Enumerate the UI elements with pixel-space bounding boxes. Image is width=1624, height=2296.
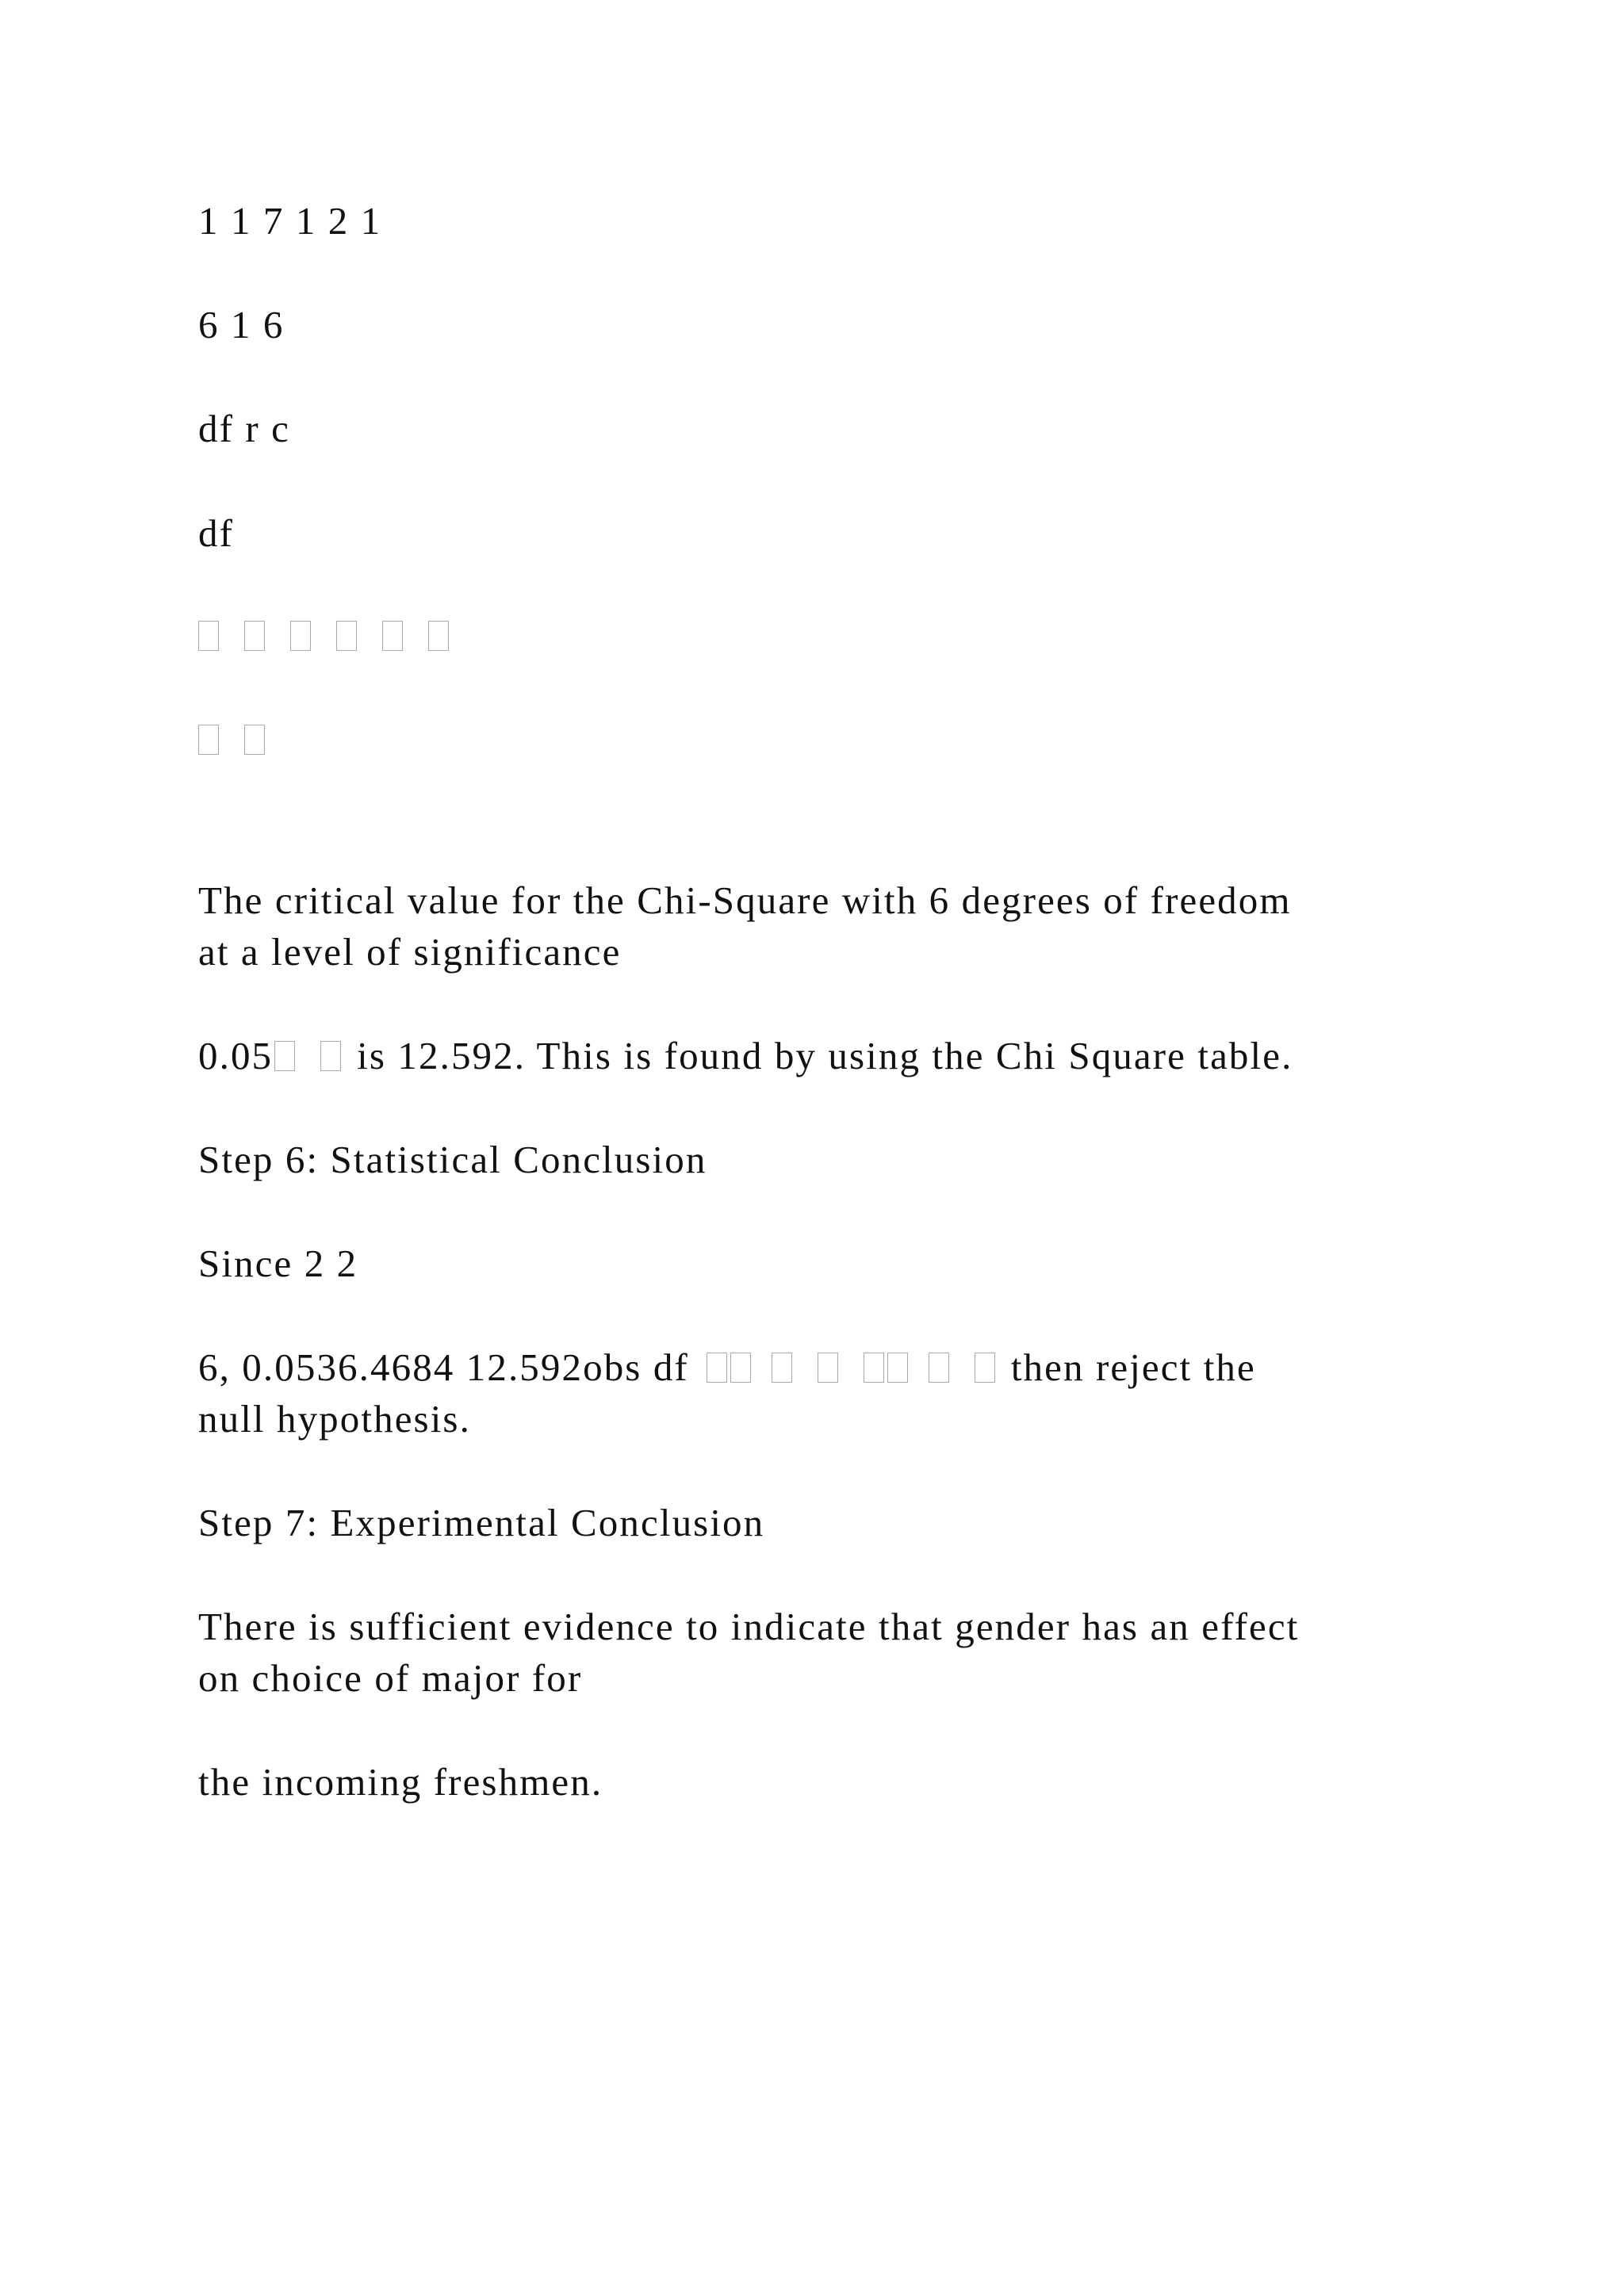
missing-glyph-icon — [730, 1353, 751, 1383]
missing-glyph-icon — [707, 1353, 727, 1383]
critical-value-text: is 12.592. This is found by using the Chi Square table. — [357, 1034, 1293, 1077]
missing-glyph-icon — [274, 1041, 295, 1071]
conclusion-line-2: on choice of major for — [198, 1656, 583, 1700]
decision-text: then reject the — [1010, 1345, 1256, 1389]
missing-glyph-icon — [818, 1353, 838, 1383]
conclusion-line-3: the incoming freshmen. — [198, 1760, 603, 1804]
step-7-heading: Step 7: Experimental Conclusion — [198, 1501, 765, 1544]
conclusion-line-1: There is sufficient evidence to indicate that gender has an effect — [198, 1605, 1300, 1648]
missing-glyph-icon — [887, 1353, 908, 1383]
missing-glyph-icon — [336, 621, 357, 651]
critical-value-paragraph-line-2: at a level of significance — [198, 930, 622, 974]
step-6-heading: Step 6: Statistical Conclusion — [198, 1138, 707, 1181]
decision-line-2: null hypothesis. — [198, 1397, 471, 1441]
missing-glyph-icon — [382, 621, 403, 651]
missing-glyph-icon — [290, 621, 311, 651]
missing-glyph-icon — [198, 725, 219, 755]
critical-value-paragraph-line-1: The critical value for the Chi-Square with 6 degrees of freedom — [198, 878, 1292, 922]
missing-glyph-icon — [428, 621, 449, 651]
missing-glyph-icon — [929, 1353, 949, 1383]
missing-glyph-icon — [244, 621, 265, 651]
missing-glyph-icon — [320, 1041, 341, 1071]
missing-glyph-icon — [244, 725, 265, 755]
missing-glyph-icon — [772, 1353, 792, 1383]
decision-line-1 — [198, 1341, 1256, 1394]
equation-fragment-numbers: 1 1 7 1 2 1 — [198, 199, 382, 243]
since-line: Since 2 2 — [198, 1242, 358, 1285]
critical-value-paragraph-line-3 — [198, 1030, 1293, 1082]
equation-fragment-df-label: df — [198, 511, 235, 555]
decision-statistic: 6, 0.0536.4684 12.592obs df — [198, 1345, 689, 1389]
missing-glyph-icon — [198, 621, 219, 651]
missing-glyph-row-2 — [198, 716, 265, 768]
equation-fragment-df-values: 6 1 6 — [198, 303, 285, 346]
missing-glyph-row-1 — [198, 612, 449, 664]
alpha-value: 0.05 — [198, 1034, 274, 1077]
equation-fragment-df-formula: df r c — [198, 407, 290, 450]
missing-glyph-icon — [975, 1353, 995, 1383]
missing-glyph-icon — [864, 1353, 884, 1383]
